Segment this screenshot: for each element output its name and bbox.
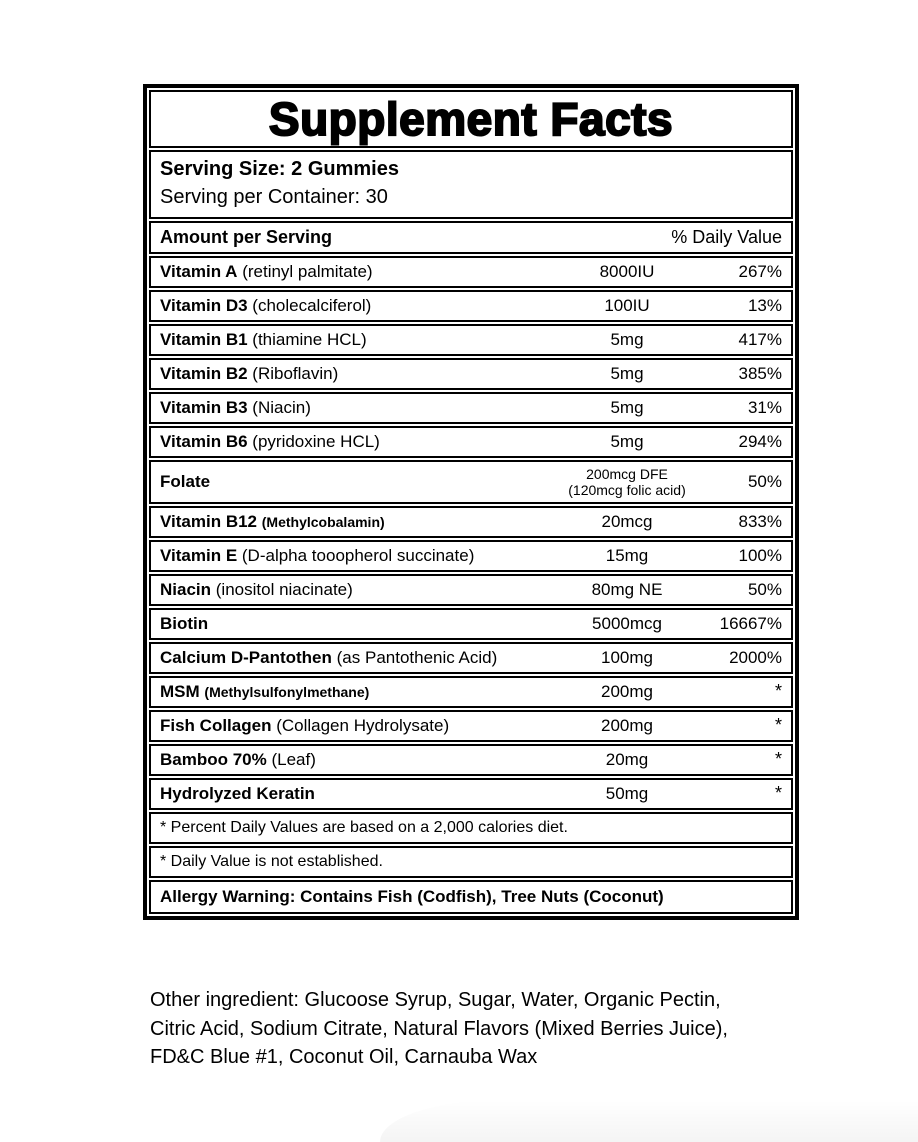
- allergy-warning: Allergy Warning: Contains Fish (Codfish), Tree Nuts (Coconut): [149, 880, 793, 914]
- nutrient-name-cell: Vitamin A (retinyl palmitate): [160, 262, 373, 281]
- nutrient-dv-cell: 13%: [747, 296, 782, 315]
- nutrient-row: [149, 426, 793, 458]
- other-ingredients: Other ingredient: Glucoose Syrup, Sugar, Water, Organic Pectin, Citric Acid, Sodium Citrate, Natural Flavors (Mixed Berries Juice), FD&C Blue #1, Coconut Oil, Carnauba Wax: [150, 989, 728, 1068]
- nutrient-dv-cell: 294%: [738, 432, 782, 451]
- nutrient-amount-cell: 200mg: [601, 716, 653, 736]
- nutrient-amount-cell: 5mg: [610, 364, 644, 384]
- nutrient-row: [149, 358, 793, 390]
- bottom-right-shadow: [380, 1100, 918, 1142]
- nutrient-dv-cell: *: [774, 749, 782, 770]
- supplement-facts-panel: [143, 84, 799, 920]
- nutrient-dv-cell: 100%: [738, 546, 782, 566]
- nutrient-dv-cell: *: [774, 783, 782, 804]
- nutrient-name-cell: Vitamin B12 (Methylcobalamin): [160, 512, 385, 532]
- daily-value-header: % Daily Value: [671, 227, 782, 247]
- nutrient-dv-cell: 267%: [738, 262, 782, 281]
- nutrient-name-cell: Vitamin B6 (pyridoxine HCL): [160, 432, 380, 451]
- nutrient-name-cell: Hydrolyzed Keratin: [160, 784, 315, 804]
- nutrient-amount-cell: 5mg: [610, 432, 644, 452]
- nutrient-dv-cell: 385%: [738, 364, 782, 383]
- nutrient-amount-cell: 100IU: [604, 296, 650, 316]
- nutrient-name-cell: Vitamin B2 (Riboflavin): [160, 364, 339, 383]
- panel-title: Supplement Facts: [268, 93, 674, 145]
- amount-per-serving-header: Amount per Serving: [160, 227, 333, 247]
- nutrient-dv-cell: 833%: [738, 512, 782, 532]
- footnote-not-established: * Daily Value is not established.: [149, 846, 793, 878]
- nutrient-name-cell: Biotin: [160, 614, 209, 634]
- nutrient-dv-cell: 417%: [738, 330, 782, 349]
- nutrient-amount-cell: 20mg: [605, 750, 649, 770]
- servings-per-container: Serving per Container: 30: [160, 186, 388, 208]
- nutrient-row: [149, 574, 793, 606]
- nutrient-row: [149, 642, 793, 674]
- nutrient-amount-cell: 15mg: [605, 546, 649, 566]
- nutrient-dv-cell: 50%: [747, 472, 782, 492]
- nutrient-dv-cell: *: [774, 715, 782, 736]
- nutrient-row: [149, 460, 793, 504]
- nutrient-row: [149, 392, 793, 424]
- nutrient-row: [149, 608, 793, 640]
- nutrient-name-cell: MSM (Methylsulfonylmethane): [160, 682, 370, 702]
- nutrient-dv-cell: 31%: [747, 398, 782, 417]
- nutrient-amount-cell: 8000IU: [599, 262, 655, 282]
- nutrient-amount-cell: 5mg: [610, 330, 644, 350]
- nutrient-name-cell: Fish Collagen (Collagen Hydrolysate): [160, 716, 450, 736]
- nutrient-name-cell: Calcium D-Pantothen (as Pantothenic Acid): [160, 648, 498, 668]
- nutrient-name-cell: Folate: [160, 472, 211, 492]
- nutrient-name-cell: Bamboo 70% (Leaf): [160, 750, 316, 770]
- serving-size: Serving Size: 2 Gummies: [160, 158, 399, 180]
- nutrient-name-cell: Niacin (inositol niacinate): [160, 580, 353, 600]
- nutrient-amount-cell: 80mg NE: [591, 580, 663, 600]
- nutrient-name-cell: Vitamin B1 (thiamine HCL): [160, 330, 367, 349]
- title-box: [149, 90, 793, 148]
- nutrient-amount-cell: 100mg: [601, 648, 653, 668]
- nutrient-row: [149, 710, 793, 742]
- nutrient-row: [149, 506, 793, 538]
- nutrient-row: [149, 540, 793, 572]
- serving-info-box: [149, 150, 793, 219]
- nutrient-amount-cell: 200mcg DFE (120mcg folic acid): [568, 466, 686, 499]
- footnote-daily-values: * Percent Daily Values are based on a 2,000 calories diet.: [149, 812, 793, 844]
- nutrient-dv-cell: 50%: [747, 580, 782, 600]
- nutrient-row: [149, 324, 793, 356]
- nutrient-amount-cell: 5000mcg: [592, 614, 662, 634]
- nutrient-name-cell: Vitamin D3 (cholecalciferol): [160, 296, 372, 315]
- nutrient-row: [149, 290, 793, 322]
- nutrient-row: [149, 256, 793, 288]
- nutrient-row: [149, 676, 793, 708]
- nutrient-dv-cell: 2000%: [729, 648, 782, 668]
- nutrient-row: [149, 778, 793, 810]
- nutrient-amount-cell: 5mg: [610, 398, 644, 418]
- nutrient-row: [149, 744, 793, 776]
- nutrient-amount-cell: 50mg: [605, 784, 649, 804]
- nutrient-amount-cell: 200mg: [601, 682, 653, 702]
- nutrient-amount-cell: 20mcg: [601, 512, 653, 532]
- nutrient-name-cell: Vitamin E (D-alpha tooopherol succinate): [160, 546, 475, 566]
- nutrient-dv-cell: 16667%: [719, 614, 782, 634]
- column-header-row: [149, 221, 793, 254]
- nutrient-dv-cell: *: [774, 681, 782, 702]
- nutrient-name-cell: Vitamin B3 (Niacin): [160, 398, 311, 417]
